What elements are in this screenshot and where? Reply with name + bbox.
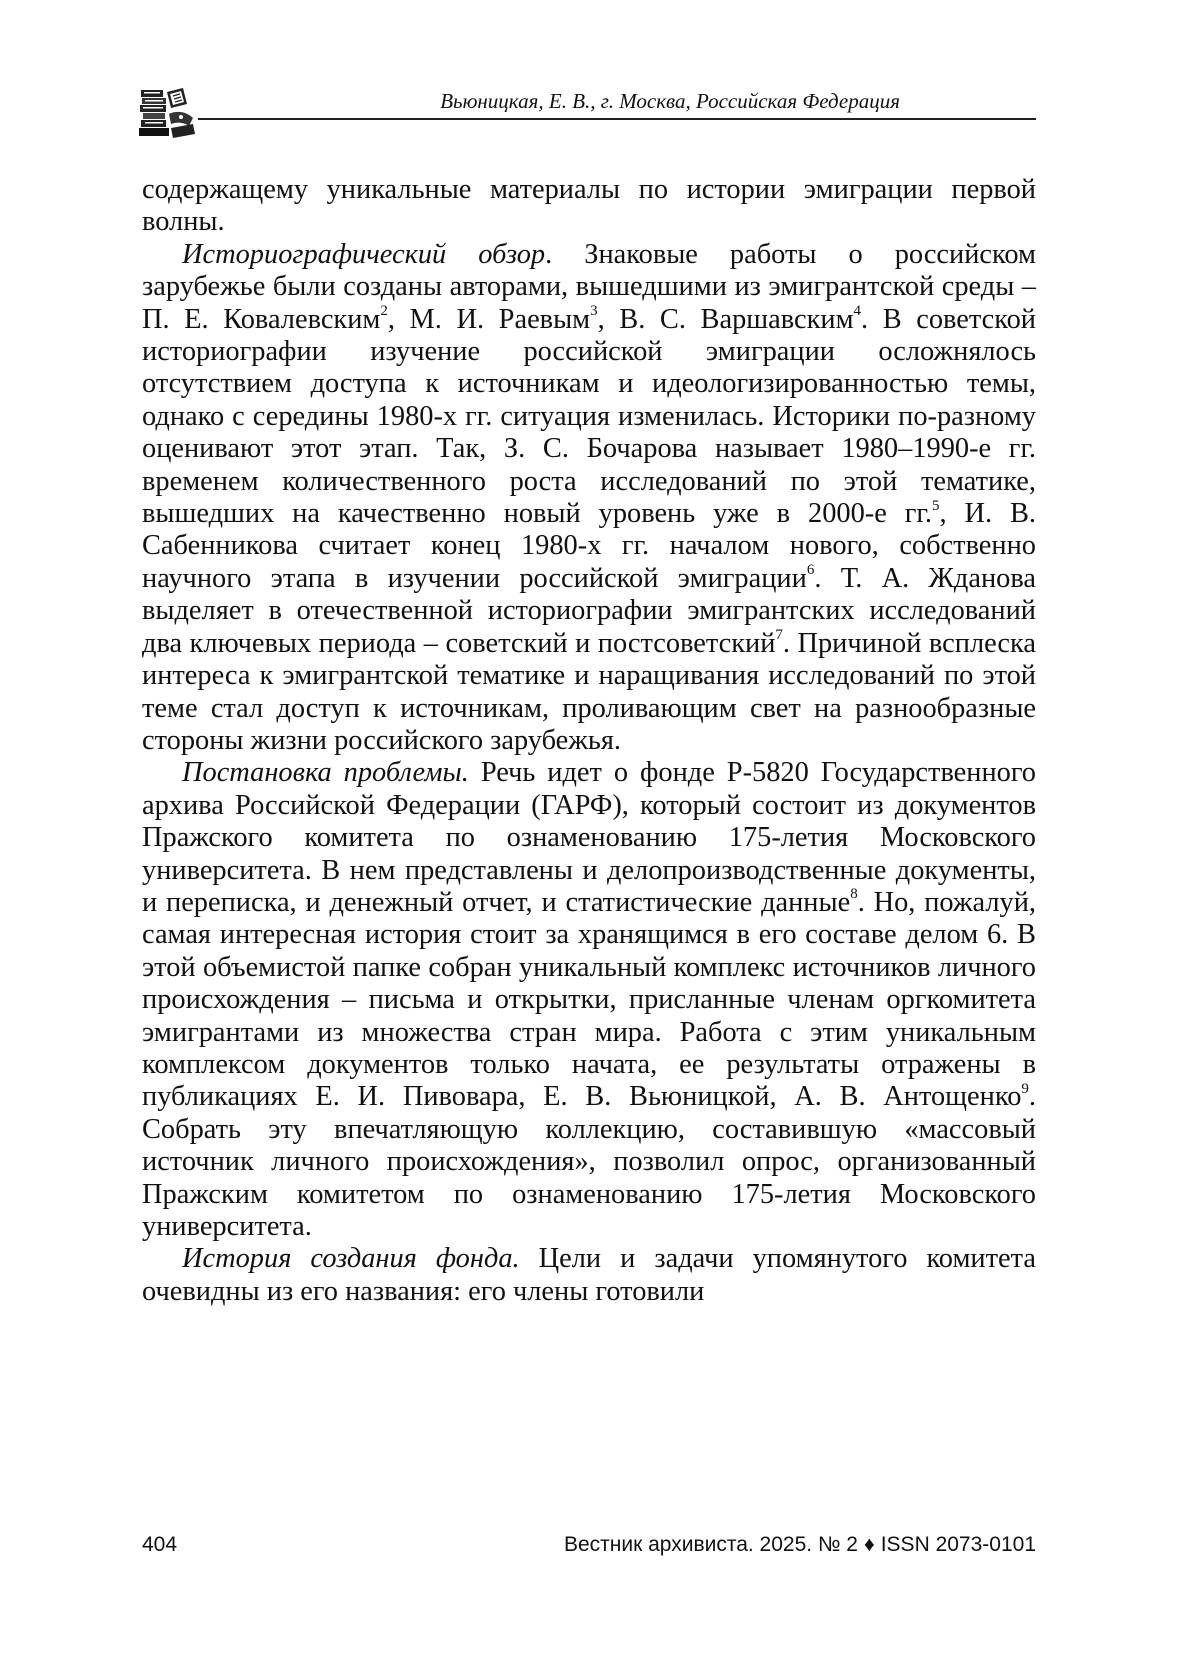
footnote-ref: 8 bbox=[850, 886, 858, 903]
footnote-ref: 7 bbox=[775, 627, 783, 644]
paragraph-problem: Постановка проблемы. Речь идет о фонде Р-5820 Государственного архива Российской Федерации (ГАРФ), который состоит из документов Пражского комитета по ознаменованию 175-летия Московского университета. В нем представлены и делопроизводственные документы, и переписка, и денежный отчет, и статистические данные$^8$. Но, пожалуй, самая интересная история стоит за хранящимся в его составе делом 6. В этой объемистой папке собран уникальный комплекс источников личного происхождения – письма и открытки, присланные членам оргкомитета эмигрантами из множества стран мира. Работа с этим уникальным комплексом документов только начата, ее результаты отражены в публикациях Е. И. Пивовара, Е. В. Вьюницкой, А. В. Антощенко$^9$. Собрать эту впечатляющую коллекцию, составившую «массовый источник личного происхождения», позволил опрос, организованный Пражским комитетом по ознаменованию 175-летия Московского университета. bbox=[142, 757, 1036, 1242]
header-rule bbox=[198, 118, 1036, 120]
section-lead-fund-history: История создания фонда. bbox=[182, 1243, 520, 1275]
running-header-author: Вьюницкая, Е. В., г. Москва, Российская Федерация bbox=[440, 89, 900, 113]
footnote-ref: 2 bbox=[380, 303, 388, 320]
section-lead-historiography: Историографический обзор bbox=[182, 238, 546, 270]
paragraph-continuation: содержащему уникальные материалы по истории эмиграции первой волны. bbox=[142, 174, 1036, 238]
article-body bbox=[142, 174, 1036, 1308]
books-stack-logo-icon bbox=[137, 84, 197, 144]
section-lead-problem: Постановка проблемы. bbox=[182, 757, 469, 789]
issn: ISSN 2073-0101 bbox=[880, 1533, 1036, 1556]
page-number: 404 bbox=[142, 1533, 178, 1556]
journal-title: Вестник архивиста. 2025. № 2 bbox=[563, 1533, 858, 1556]
footnote-ref: 9 bbox=[1021, 1080, 1029, 1097]
footnote-ref: 4 bbox=[853, 303, 862, 320]
journal-footer bbox=[564, 1532, 1036, 1558]
paragraph-fund-history: История создания фонда. Цели и задачи упомянутого комитета очевидны из его названия: его члены готовили bbox=[142, 1243, 1036, 1307]
footnote-ref: 5 bbox=[931, 497, 940, 514]
paragraph-historiography: Историографический обзор. Знаковые работы о российском зарубежье были созданы авторами, вышедшими из эмигрантской среды – П. Е. Ковалевским$^2$, М. И. Раевым$^3$, В. С. Варшавским$^4$. В советской историографии изучение российской эмиграции осложнялось отсутствием доступа к источникам и идеологизированностью темы, однако с середины 1980-х гг. ситуация изменилась. Историки по-разному оценивают этот этап. Так, З. С. Бочарова называет 1980–1990-е гг. временем количественного роста исследований по этой тематике, вышедших на качественно новый уровень уже в 2000-е гг.$^5$, И. В. Сабенникова считает конец 1980-х гг. началом нового, собственно научного этапа в изучении российской эмиграции$^6$. Т. А. Жданова выделяет в отечественной историографии эмигрантских исследований два ключевых периода – советский и постсоветский$^7$. Причиной всплеска интереса к эмигрантской тематике и наращивания исследований по этой теме стал доступ к источникам, проливающим свет на разнообразные стороны жизни российского зарубежья. bbox=[142, 238, 1036, 756]
diamond-separator-icon: ♦ bbox=[864, 1533, 875, 1556]
footnote-ref: 3 bbox=[590, 303, 598, 320]
footnote-ref: 6 bbox=[806, 562, 815, 579]
